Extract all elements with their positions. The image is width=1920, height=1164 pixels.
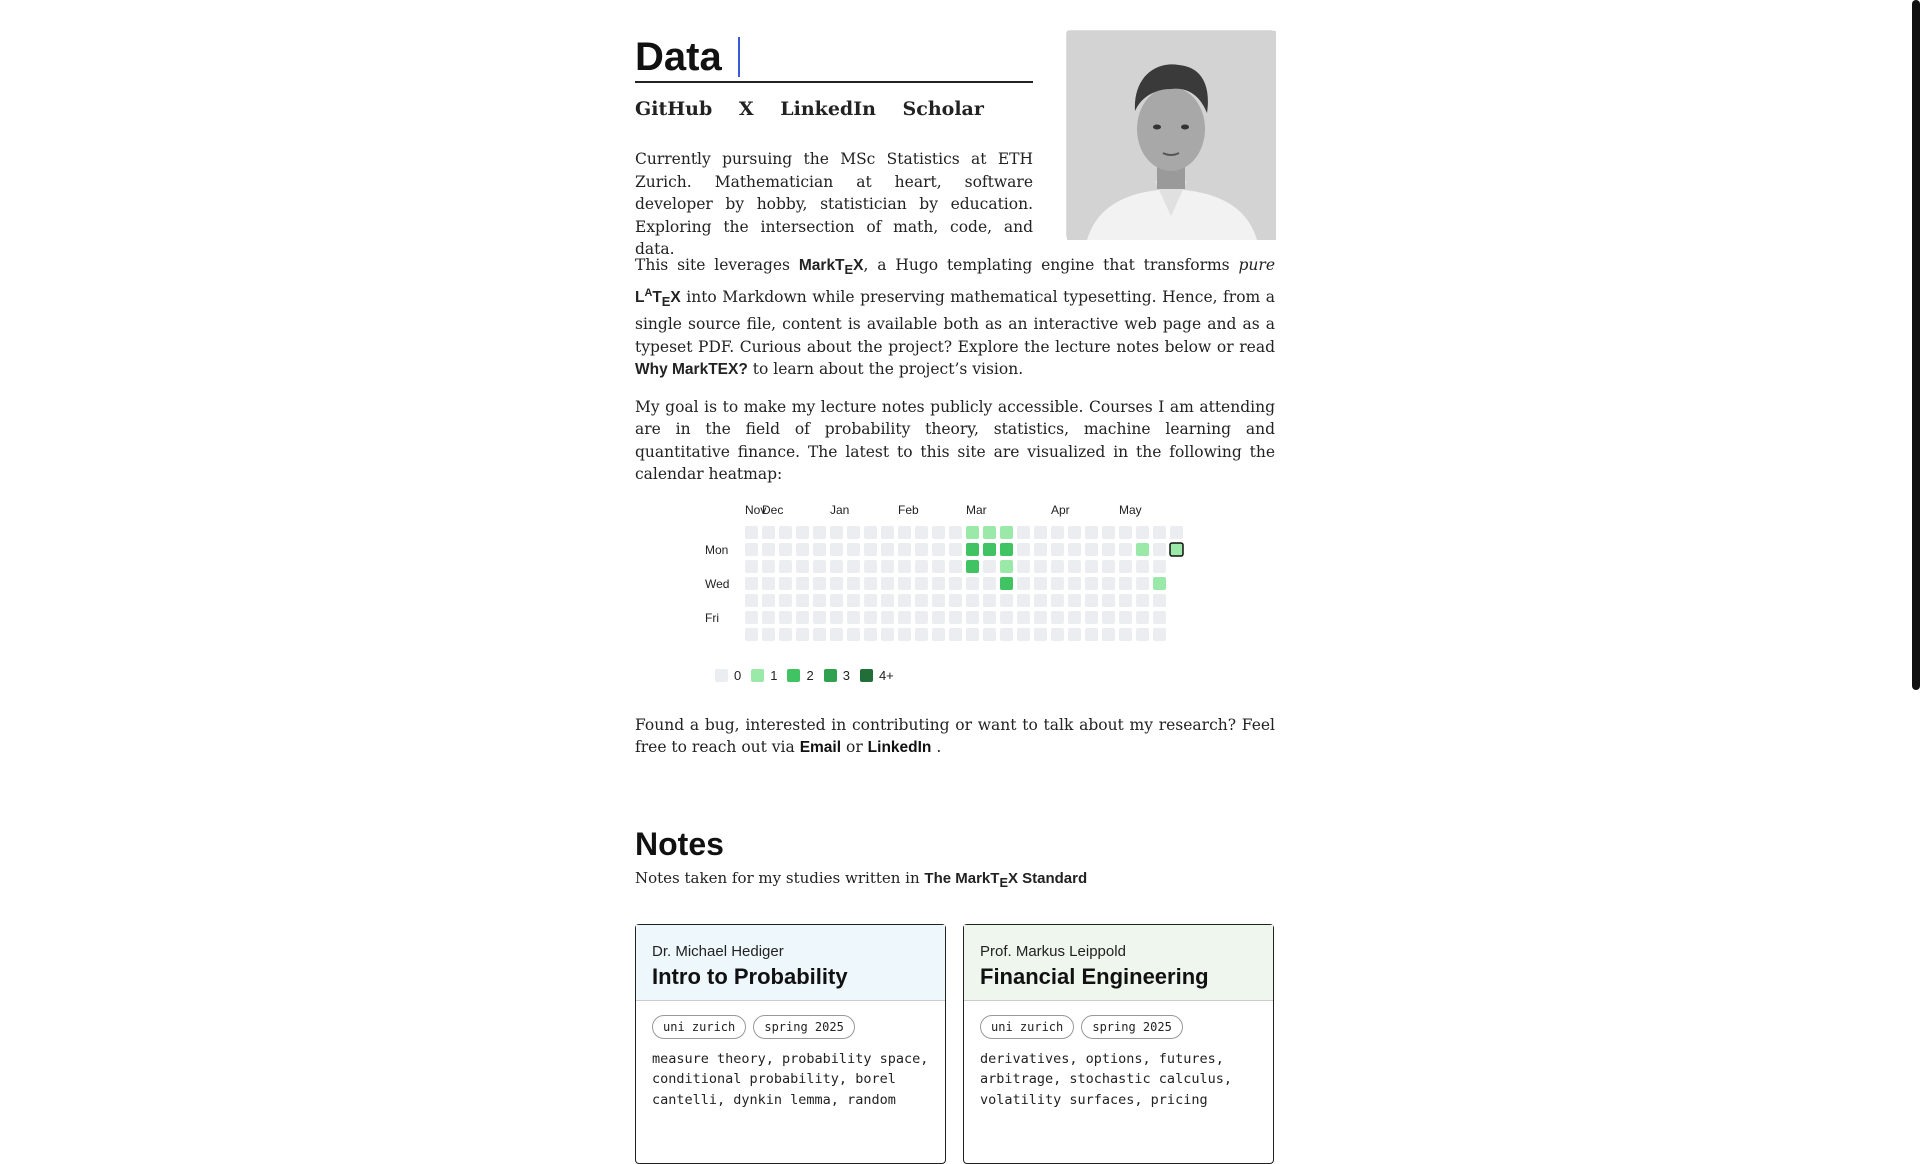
heatmap-cell[interactable] — [813, 560, 826, 573]
heatmap-cell[interactable] — [864, 560, 877, 573]
heatmap-cell[interactable] — [1102, 526, 1115, 539]
heatmap-cell[interactable] — [1068, 526, 1081, 539]
heatmap-cell[interactable] — [1068, 611, 1081, 624]
heatmap-cell[interactable] — [762, 628, 775, 641]
heatmap-cell[interactable] — [1119, 560, 1132, 573]
heatmap-cell[interactable] — [1051, 628, 1064, 641]
heatmap-cell[interactable] — [1136, 594, 1149, 607]
heatmap-cell[interactable] — [779, 526, 792, 539]
heatmap-cell[interactable] — [1017, 526, 1030, 539]
heatmap-cell[interactable] — [915, 628, 928, 641]
heatmap-cell[interactable] — [915, 526, 928, 539]
month-label: Jan — [830, 502, 850, 517]
heatmap-cell[interactable] — [932, 560, 945, 573]
card-body — [964, 1001, 1273, 1125]
heatmap-cell[interactable] — [864, 594, 877, 607]
heatmap-cell[interactable] — [1119, 526, 1132, 539]
why-marktex-link[interactable]: Why MarkTEX? — [635, 361, 748, 379]
heatmap-cell[interactable] — [1085, 543, 1098, 556]
heatmap-cell[interactable] — [1153, 628, 1166, 641]
month-label: Mar — [966, 502, 987, 517]
heatmap-cell[interactable] — [762, 543, 775, 556]
heatmap-cell[interactable] — [1000, 526, 1013, 539]
heatmap-cell[interactable] — [796, 543, 809, 556]
heatmap-cell[interactable] — [813, 628, 826, 641]
heatmap-cell[interactable] — [949, 577, 962, 590]
notes-subtitle — [635, 869, 1275, 890]
calendar-heatmap — [635, 500, 1275, 700]
notes-sub-text: Notes taken for my studies written in — [635, 868, 920, 887]
heatmap-cell[interactable] — [1102, 611, 1115, 624]
heatmap-cell[interactable] — [1153, 611, 1166, 624]
heatmap-cell[interactable] — [932, 543, 945, 556]
heatmap-cell[interactable] — [796, 577, 809, 590]
heatmap-cell[interactable] — [1153, 594, 1166, 607]
heatmap-cell[interactable] — [949, 543, 962, 556]
intro-paragraph — [635, 254, 1275, 382]
heatmap-cell[interactable] — [1034, 594, 1047, 607]
heatmap-cell[interactable] — [1051, 543, 1064, 556]
legend-label-1: 1 — [770, 667, 778, 683]
heatmap-cell[interactable] — [1085, 594, 1098, 607]
heatmap-cell[interactable] — [745, 526, 758, 539]
card-keywords: derivatives, options, futures, arbitrage, stochastic calculus, volatility surfaces, pricing — [980, 1050, 1232, 1108]
heatmap-cell[interactable] — [1068, 594, 1081, 607]
heatmap-cell[interactable] — [915, 543, 928, 556]
heatmap-cell[interactable] — [1102, 543, 1115, 556]
heatmap-cell[interactable] — [1136, 628, 1149, 641]
heatmap-cell[interactable] — [779, 611, 792, 624]
heatmap-cell[interactable] — [932, 628, 945, 641]
heatmap-cell[interactable] — [745, 594, 758, 607]
heatmap-cell[interactable] — [813, 526, 826, 539]
legend-label-0: 0 — [734, 667, 742, 683]
heatmap-cell[interactable] — [779, 543, 792, 556]
month-label: Dec — [762, 502, 784, 517]
legend-swatch-3 — [824, 669, 837, 682]
heatmap-cell[interactable] — [1136, 526, 1149, 539]
latex-logo: $L^AT_EX$ — [635, 286, 681, 309]
heatmap-cell[interactable] — [796, 526, 809, 539]
linkedin-contact-link[interactable]: LinkedIn — [867, 739, 932, 757]
heatmap-cell[interactable] — [1017, 611, 1030, 624]
intro-text-3: into Markdown while preserving mathematical typesetting. Hence, from a single source file, content is available both as an interactive web page and as a typeset PDF. Curious about the project? Explore the lecture notes below or read — [635, 287, 1275, 356]
heatmap-cell[interactable] — [847, 577, 860, 590]
notes-cards — [635, 924, 1275, 1164]
heatmap-cell[interactable] — [762, 577, 775, 590]
heatmap-cell[interactable] — [1119, 628, 1132, 641]
day-label: Fri — [705, 610, 719, 625]
card-title[interactable]: Intro to Probability — [652, 963, 848, 989]
heatmap-cell[interactable] — [881, 526, 894, 539]
heatmap-cell[interactable] — [1000, 577, 1013, 590]
day-label: Mon — [705, 542, 729, 557]
heatmap-cell[interactable] — [830, 611, 843, 624]
heatmap-cell[interactable] — [779, 594, 792, 607]
bio-text: Currently pursuing the MSc Statistics at ETH Zurich. Mathematician at heart, software developer by hobby, statistician by education. Exploring the intersection of math, code, and data. — [635, 150, 1033, 258]
month-label: Apr — [1051, 502, 1070, 517]
heatmap-cell[interactable] — [966, 628, 979, 641]
legend-swatch-4 — [860, 669, 873, 682]
heatmap-cell[interactable] — [1085, 611, 1098, 624]
heatmap-cell[interactable] — [1000, 628, 1013, 641]
heatmap-cell[interactable] — [966, 611, 979, 624]
heatmap-cell[interactable] — [1017, 628, 1030, 641]
legend-item-3 — [824, 668, 850, 683]
github-link[interactable]: GitHub — [635, 98, 713, 120]
heatmap-cell[interactable] — [779, 577, 792, 590]
legend-label-2: 2 — [806, 667, 814, 683]
heatmap-cell[interactable] — [1000, 560, 1013, 573]
month-label: May — [1119, 502, 1142, 517]
note-card[interactable] — [635, 924, 946, 1164]
heatmap-cell[interactable] — [1034, 543, 1047, 556]
legend-swatch-2 — [787, 669, 800, 682]
heatmap-cell[interactable] — [1017, 543, 1030, 556]
legend-item-2 — [787, 668, 813, 683]
scholar-link[interactable]: Scholar — [902, 98, 984, 120]
legend-label-3: 3 — [842, 667, 850, 683]
heatmap-cell[interactable] — [1119, 611, 1132, 624]
heatmap-cell[interactable] — [1170, 526, 1183, 539]
legend-item-4 — [860, 668, 894, 683]
heatmap-cell[interactable] — [1102, 594, 1115, 607]
heatmap-cell[interactable] — [949, 560, 962, 573]
heatmap-cell[interactable] — [813, 594, 826, 607]
hero-section — [635, 30, 1275, 258]
heatmap-cell[interactable] — [1034, 628, 1047, 641]
heatmap-cell[interactable] — [745, 577, 758, 590]
heatmap-cell[interactable] — [864, 577, 877, 590]
heatmap-cell[interactable] — [1136, 560, 1149, 573]
heatmap-cell[interactable] — [847, 543, 860, 556]
heatmap-cell[interactable] — [779, 628, 792, 641]
heatmap-cell[interactable] — [1017, 560, 1030, 573]
heatmap-cell[interactable] — [881, 577, 894, 590]
heatmap-cell[interactable] — [813, 577, 826, 590]
heatmap-cell[interactable] — [1153, 543, 1166, 556]
legend-label-4: 4+ — [878, 667, 894, 683]
heatmap-cell[interactable] — [1136, 611, 1149, 624]
heatmap-cell[interactable] — [847, 611, 860, 624]
heatmap-cell[interactable] — [745, 543, 758, 556]
tag-uni[interactable]: uni zurich — [980, 1015, 1074, 1039]
heatmap-cell[interactable] — [881, 594, 894, 607]
heatmap-cell[interactable] — [898, 577, 911, 590]
heatmap-cell[interactable] — [983, 594, 996, 607]
heatmap-cell[interactable] — [915, 611, 928, 624]
heatmap-cell[interactable] — [983, 560, 996, 573]
heatmap-cell[interactable] — [762, 594, 775, 607]
heatmap-cell[interactable] — [1000, 543, 1013, 556]
heatmap-cell[interactable] — [779, 560, 792, 573]
heatmap-cell[interactable] — [949, 611, 962, 624]
scrollbar[interactable] — [1912, 0, 1920, 690]
heatmap-cell[interactable] — [1119, 543, 1132, 556]
heatmap-cell[interactable] — [966, 543, 979, 556]
notes-heading: Notes — [635, 825, 724, 862]
heatmap-cell[interactable] — [1085, 628, 1098, 641]
heatmap-cell[interactable] — [1085, 526, 1098, 539]
tag-semester[interactable]: spring 2025 — [1081, 1015, 1182, 1039]
heatmap-cell[interactable] — [983, 628, 996, 641]
heatmap-cell[interactable] — [1153, 526, 1166, 539]
intro-text-2: , a Hugo templating engine that transforms — [863, 256, 1230, 274]
legend-swatch-0 — [715, 669, 728, 682]
card-body — [636, 1001, 945, 1125]
goal-paragraph: My goal is to make my lecture notes publicly accessible. Courses I am attending are in the field of probability theory, statistics, machine learning and quantitative finance. The latest to this site are visualized in the following the calendar heatmap: — [635, 397, 1275, 484]
day-label: Wed — [705, 576, 730, 591]
heatmap-cell[interactable] — [1017, 577, 1030, 590]
heatmap-cell[interactable] — [915, 594, 928, 607]
month-label: Nov — [745, 502, 767, 517]
contact-paragraph — [635, 714, 1275, 760]
heatmap-cell[interactable] — [1034, 577, 1047, 590]
social-links — [635, 98, 998, 120]
legend-item-1 — [751, 668, 777, 683]
heatmap-cell[interactable] — [1034, 611, 1047, 624]
profile-photo — [1066, 30, 1275, 239]
month-label: Feb — [898, 502, 919, 517]
heatmap-cell[interactable] — [932, 577, 945, 590]
page-title: Data — [635, 35, 722, 79]
heatmap-cell[interactable] — [1068, 543, 1081, 556]
intro-text-1: This site leverages — [635, 256, 791, 274]
card-header — [636, 925, 945, 1001]
heatmap-cell[interactable] — [830, 594, 843, 607]
heatmap-cell[interactable] — [847, 526, 860, 539]
heatmap-cell[interactable] — [830, 577, 843, 590]
heatmap-legend — [715, 668, 894, 683]
heatmap-cell[interactable] — [830, 628, 843, 641]
note-card[interactable] — [963, 924, 1274, 1164]
heatmap-cell[interactable] — [1102, 577, 1115, 590]
heatmap-cell[interactable] — [1034, 560, 1047, 573]
heatmap-cell[interactable] — [864, 628, 877, 641]
heatmap-cell[interactable] — [1153, 577, 1166, 590]
heatmap-cell[interactable] — [932, 594, 945, 607]
heatmap-cell[interactable] — [949, 594, 962, 607]
heatmap-cell[interactable] — [745, 560, 758, 573]
heatmap-cell[interactable] — [1136, 577, 1149, 590]
heatmap-cell[interactable] — [898, 594, 911, 607]
heatmap-cell[interactable] — [1119, 577, 1132, 590]
heatmap-cell[interactable] — [745, 611, 758, 624]
heatmap-cell[interactable] — [830, 526, 843, 539]
main-content — [635, 30, 1275, 1164]
heatmap-cell[interactable] — [1051, 611, 1064, 624]
heatmap-cell[interactable] — [796, 628, 809, 641]
heatmap-cell[interactable] — [864, 526, 877, 539]
heatmap-cell[interactable] — [796, 594, 809, 607]
heatmap-cell[interactable] — [762, 611, 775, 624]
heatmap-cell[interactable] — [813, 543, 826, 556]
tag-semester[interactable]: spring 2025 — [753, 1015, 854, 1039]
heatmap-cell[interactable] — [881, 628, 894, 641]
heatmap-cell[interactable] — [762, 526, 775, 539]
card-professor: Dr. Michael Hediger — [652, 942, 784, 960]
legend-swatch-1 — [751, 669, 764, 682]
heatmap-cell[interactable] — [898, 560, 911, 573]
intro-pure: pure — [1238, 256, 1275, 274]
heatmap-cell[interactable] — [898, 526, 911, 539]
heatmap-cell[interactable] — [966, 560, 979, 573]
heatmap-cell[interactable] — [983, 526, 996, 539]
typing-caret — [738, 37, 740, 77]
heatmap-cell[interactable] — [796, 611, 809, 624]
heatmap-cell[interactable] — [881, 543, 894, 556]
heatmap-cell[interactable] — [898, 611, 911, 624]
heatmap-cell[interactable] — [1068, 577, 1081, 590]
heatmap-cell[interactable] — [1085, 577, 1098, 590]
marktex-standard-link[interactable]: The MarkT$_E$X Standard — [924, 869, 1088, 890]
heatmap-cell[interactable] — [983, 543, 996, 556]
heatmap-cell[interactable] — [966, 526, 979, 539]
card-keywords: measure theory, probability space, conditional probability, borel cantelli, dynkin lemma, random — [652, 1050, 929, 1108]
heatmap-cell[interactable] — [881, 560, 894, 573]
heatmap-cell[interactable] — [966, 577, 979, 590]
heatmap-cell[interactable] — [915, 577, 928, 590]
x-link[interactable]: X — [738, 98, 754, 120]
tag-uni[interactable]: uni zurich — [652, 1015, 746, 1039]
heatmap-cell[interactable] — [898, 628, 911, 641]
heatmap-cell[interactable] — [881, 611, 894, 624]
heatmap-cell-today[interactable] — [1170, 543, 1183, 556]
legend-item-0 — [715, 668, 741, 683]
heatmap-cell[interactable] — [1051, 577, 1064, 590]
heatmap-cell[interactable] — [1000, 611, 1013, 624]
card-title[interactable]: Financial Engineering — [980, 963, 1209, 989]
heatmap-cell[interactable] — [1051, 526, 1064, 539]
heatmap-cell[interactable] — [864, 543, 877, 556]
heatmap-cell[interactable] — [1017, 594, 1030, 607]
heatmap-cell[interactable] — [949, 526, 962, 539]
heatmap-cell[interactable] — [983, 611, 996, 624]
heatmap-cell[interactable] — [915, 560, 928, 573]
heatmap-cell[interactable] — [847, 594, 860, 607]
heatmap-cell[interactable] — [813, 611, 826, 624]
heatmap-cell[interactable] — [796, 560, 809, 573]
heatmap-cell[interactable] — [1136, 543, 1149, 556]
heatmap-cell[interactable] — [932, 611, 945, 624]
heatmap-cell[interactable] — [745, 628, 758, 641]
contact-text: Found a bug, interested in contributing or want to talk about my research? Feel free to reach out via — [635, 715, 1275, 757]
heatmap-cell[interactable] — [1153, 560, 1166, 573]
contact-end: . — [936, 738, 942, 757]
heatmap-cell[interactable] — [898, 543, 911, 556]
heatmap-cell[interactable] — [847, 628, 860, 641]
linkedin-link[interactable]: LinkedIn — [780, 98, 876, 120]
card-header — [964, 925, 1273, 1001]
heatmap-cell[interactable] — [1034, 526, 1047, 539]
intro-text-4: to learn about the project’s vision. — [752, 360, 1024, 379]
heatmap-cell[interactable] — [762, 560, 775, 573]
marktex-name: MarkT$_E$X — [798, 257, 864, 278]
heatmap-cell[interactable] — [1119, 594, 1132, 607]
heatmap-cell[interactable] — [966, 594, 979, 607]
heatmap-cell[interactable] — [1102, 560, 1115, 573]
heatmap-cell[interactable] — [1102, 628, 1115, 641]
heatmap-cell[interactable] — [1085, 560, 1098, 573]
heatmap-cell[interactable] — [1068, 628, 1081, 641]
title-underline — [635, 30, 1033, 83]
heatmap-cell[interactable] — [1051, 594, 1064, 607]
heatmap-cell[interactable] — [1000, 594, 1013, 607]
heatmap-cell[interactable] — [830, 543, 843, 556]
heatmap-grid — [705, 500, 1185, 660]
heatmap-cell[interactable] — [983, 577, 996, 590]
heatmap-cell[interactable] — [830, 560, 843, 573]
email-link[interactable]: Email — [799, 739, 842, 757]
heatmap-cell[interactable] — [949, 628, 962, 641]
heatmap-cell[interactable] — [864, 611, 877, 624]
heatmap-cell[interactable] — [1068, 560, 1081, 573]
heatmap-cell[interactable] — [1051, 560, 1064, 573]
heatmap-cell[interactable] — [932, 526, 945, 539]
heatmap-cell[interactable] — [847, 560, 860, 573]
contact-or: or — [845, 738, 863, 757]
card-professor: Prof. Markus Leippold — [980, 942, 1126, 960]
